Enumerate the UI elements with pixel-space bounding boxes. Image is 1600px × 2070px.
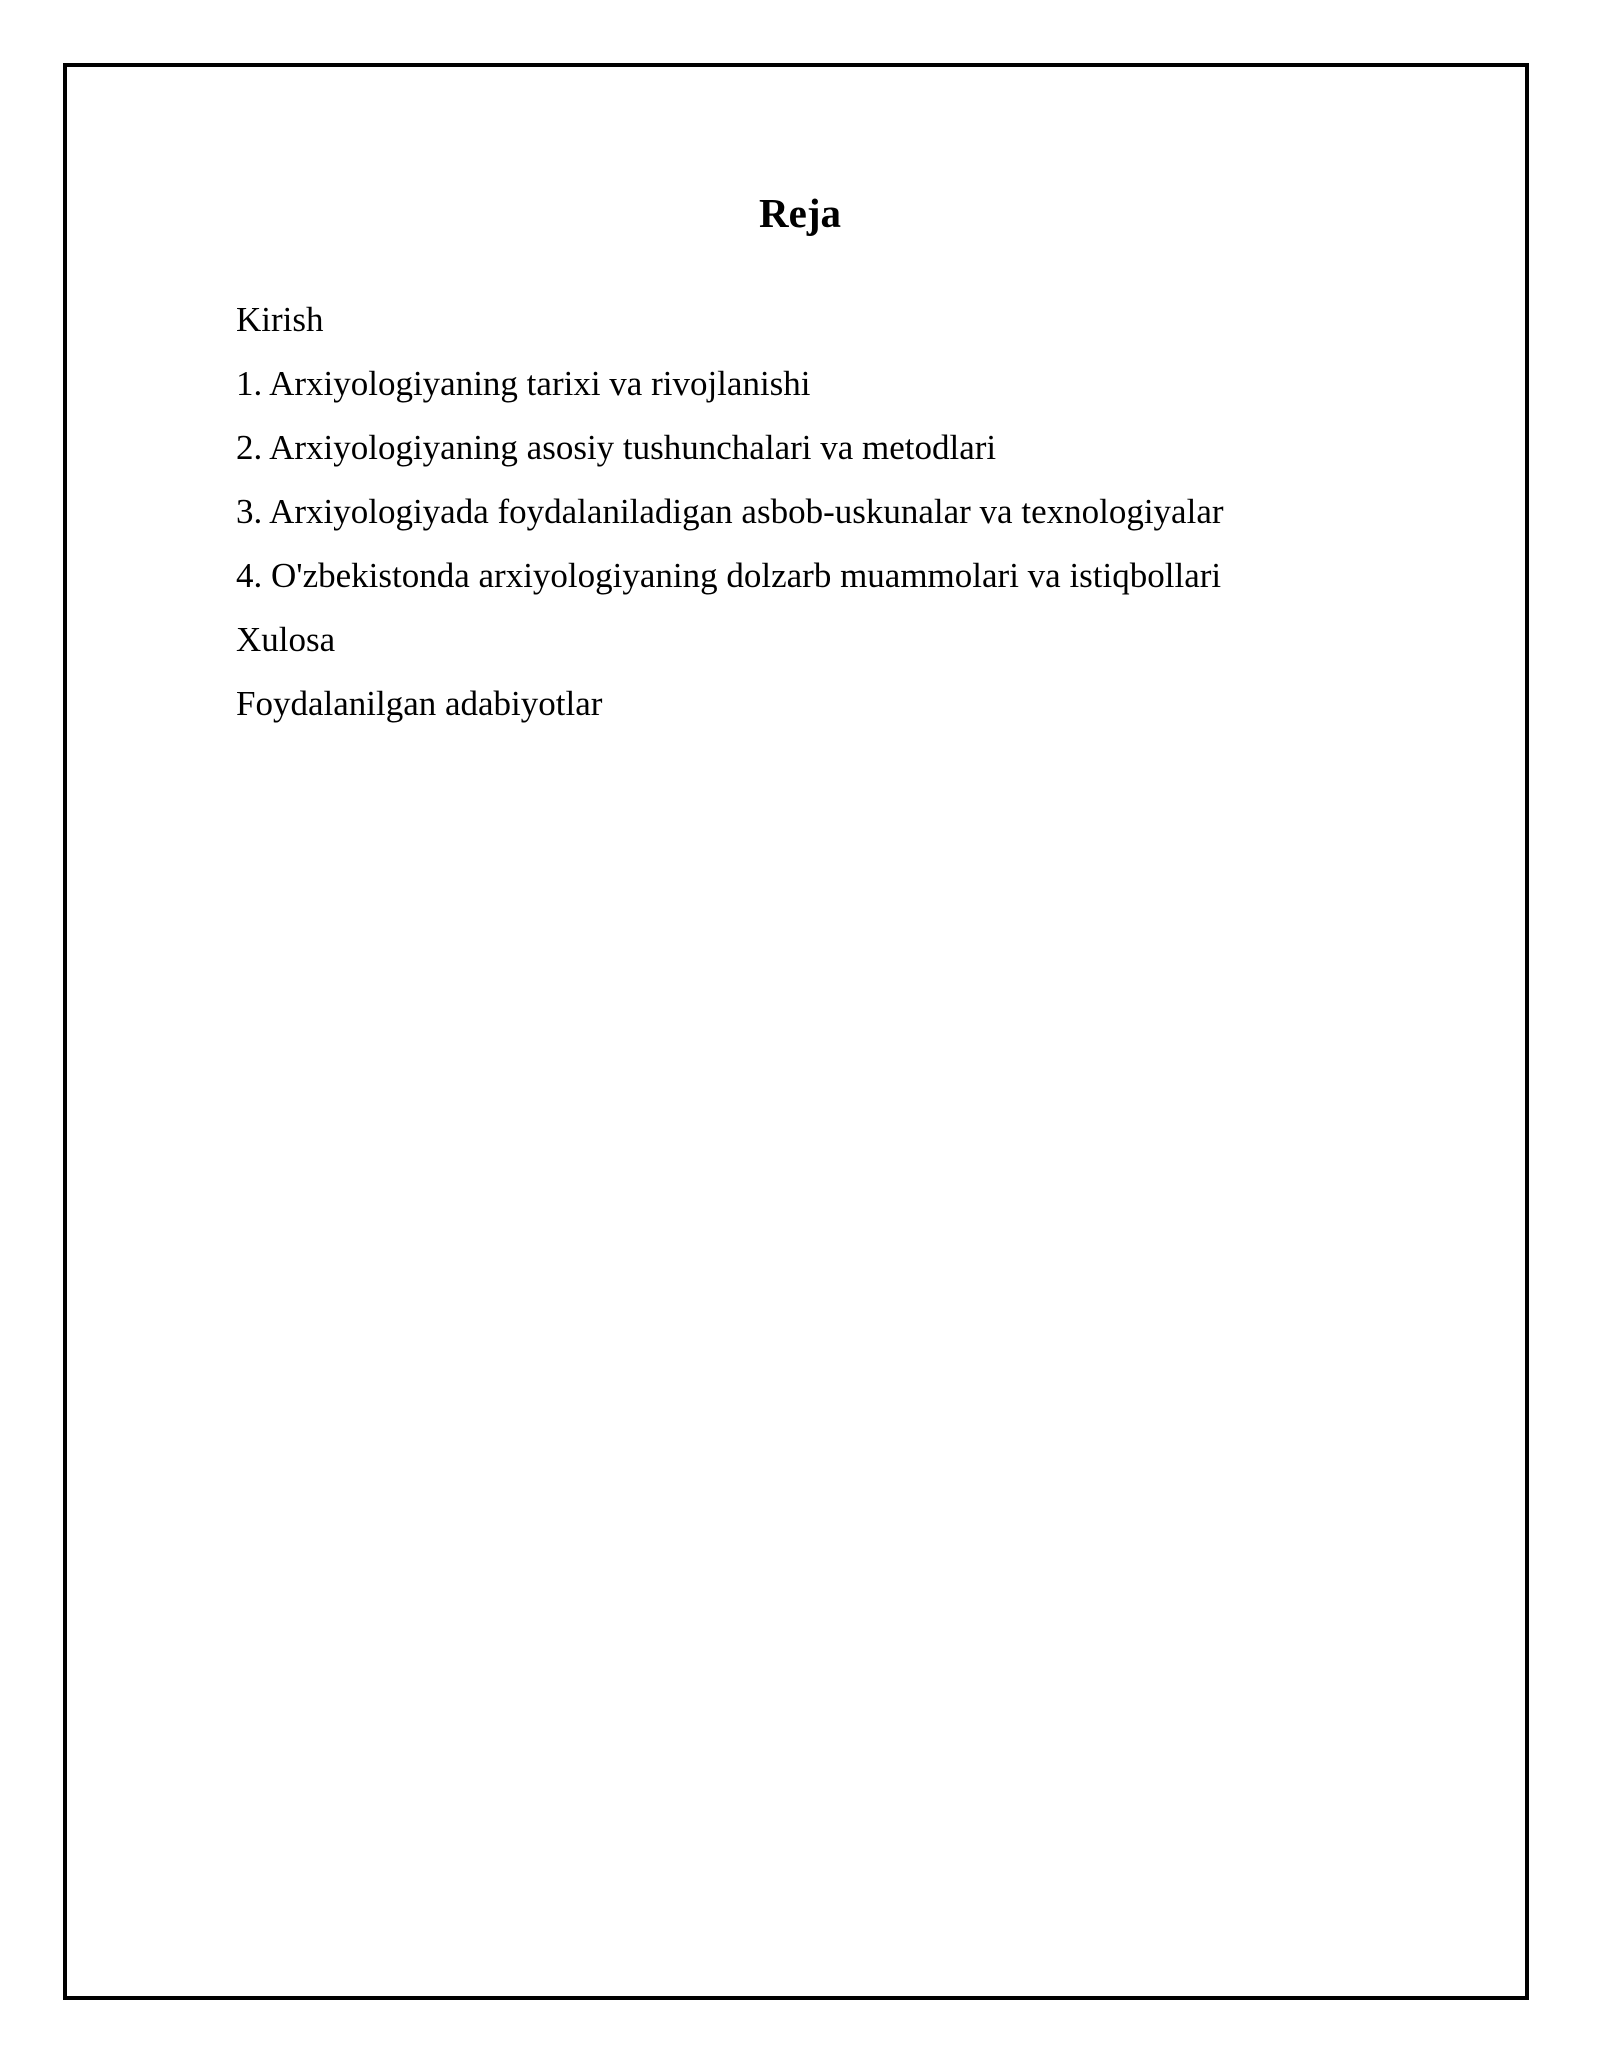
plan-list	[236, 288, 1224, 736]
page-title: Reja	[759, 190, 841, 236]
plan-item-4: 4. O'zbekistonda arxiyologiyaning dolzarb muammolari va istiqbollari	[236, 556, 1222, 595]
plan-item-conclusion: Xulosa	[236, 620, 336, 659]
plan-item-references: Foydalanilgan adabiyotlar	[236, 684, 603, 723]
plan-item-3: 3. Arxiyologiyada foydalaniladigan asbob-uskunalar va texnologiyalar	[236, 492, 1224, 531]
plan-item-introduction: Kirish	[236, 300, 324, 339]
plan-item-2: 2. Arxiyologiyaning asosiy tushunchalari va metodlari	[236, 428, 997, 467]
plan-item-1: 1. Arxiyologiyaning tarixi va rivojlanishi	[236, 364, 811, 403]
